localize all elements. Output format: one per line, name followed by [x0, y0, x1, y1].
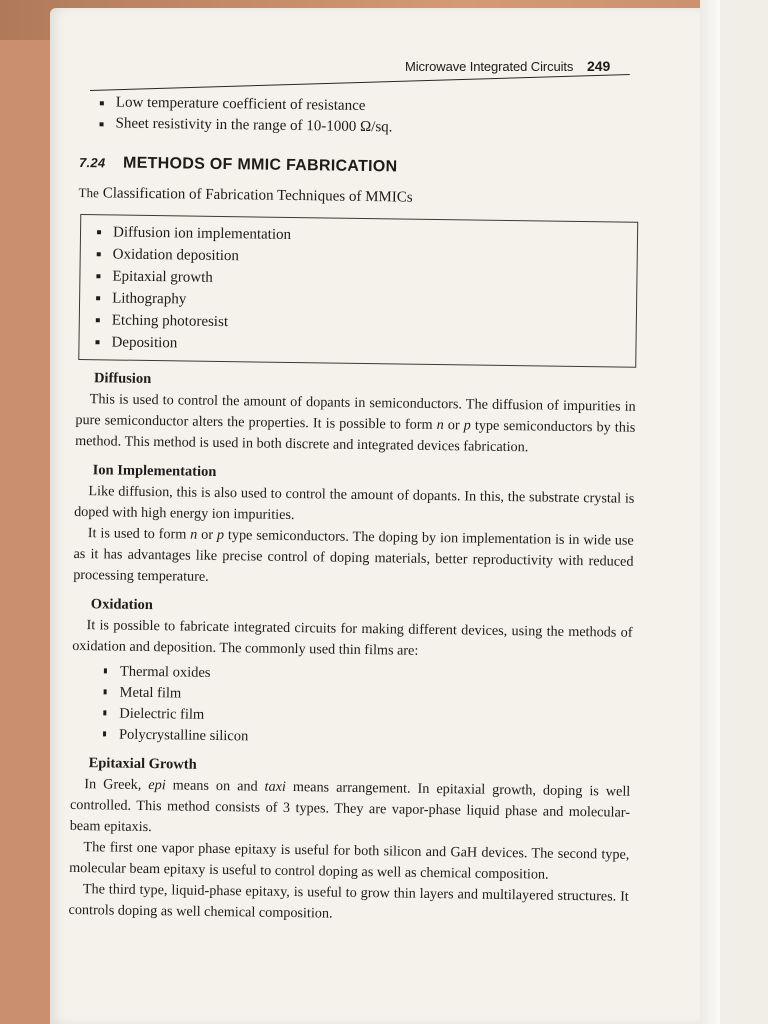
list-item: Polycrystalline silicon [97, 724, 631, 752]
text-run: or [443, 417, 464, 434]
page-content [68, 92, 640, 929]
list-item: Deposition [89, 331, 635, 361]
text-run: This is used to control the amount of dopants in semiconductors. The diffusion of impurities in pure semiconductor alters the properties. It is possible to form [75, 391, 636, 434]
heading-oxidation: Oxidation [90, 596, 154, 614]
text-run: epi [148, 777, 166, 794]
text-run: means arrangement. In epitaxial growth, doping is well controlled. This method consists of 3 types. They are vapor-phase liquid phase and molecular-beam epitaxis. [69, 778, 631, 836]
paragraph: The third type, liquid-phase epitaxy, is useful to grow thin layers and multilayered structures. It controls doping as well chemical composition. [68, 881, 629, 922]
text-run: In Greek, [84, 776, 149, 794]
list-item: Thermal oxides [98, 661, 632, 689]
list-item: Sheet resistivity in the range of 10-1000 Ω/sq. [93, 113, 639, 142]
subheading-text: Classification of Fabrication Techniques of MMICs [102, 185, 413, 206]
paragraph [75, 389, 636, 460]
thin-film-list [97, 661, 632, 752]
text-run: taxi [264, 778, 287, 795]
paragraph: Like diffusion, this is also used to control the amount of dopants. In this, the substrate crystal is doped with high energy ion impurities. [74, 483, 635, 524]
paragraph [73, 523, 634, 594]
section-number: 7.24 [78, 154, 106, 171]
heading-ion-implementation: Ion Implementation [92, 462, 217, 480]
heading-epitaxial-growth: Epitaxial Growth [88, 755, 197, 773]
text-run: n [190, 526, 198, 543]
heading-diffusion: Diffusion [93, 370, 152, 388]
page-edge [700, 0, 720, 1024]
text-run: means on and [165, 777, 265, 795]
text-run: type semiconductors. The doping by ion implementation is in wide use as it has advantages like precise control of doping materials, better reproductivity with reduced processing temperature. [73, 527, 634, 585]
paragraph: The first one vapor phase epitaxy is useful for both silicon and GaH devices. The second type, molecular beam epitaxy is useful to control doping as well as chemical composition. [69, 839, 630, 883]
text-run: or [197, 526, 218, 543]
running-title: Microwave Integrated Circuits [405, 59, 574, 74]
list-item: Etching photoresist [90, 309, 636, 339]
page-number: 249 [586, 58, 611, 74]
property-list [93, 92, 640, 142]
paragraph [70, 774, 631, 845]
list-item: Diffusion ion implementation [91, 221, 637, 251]
section-title: METHODS OF MMIC FABRICATION [122, 154, 398, 176]
list-item: Dielectric film [97, 703, 631, 731]
list-item: Oxidation deposition [91, 243, 637, 273]
text-run: type semiconductors by this method. This method is used in both discrete and integrated devices fabrication. [75, 417, 636, 456]
list-item: Lithography [90, 287, 636, 317]
subheading-prefix: The [78, 184, 99, 201]
text-run: n [436, 417, 444, 434]
text-run: It is used to form [87, 525, 191, 543]
text-run: p [463, 417, 471, 434]
text-run: p [216, 526, 225, 544]
list-item: Metal film [97, 682, 631, 710]
paragraph: It is possible to fabricate integrated circuits for making different devices, using the methods of oxidation and deposition. The commonly used thin films are: [72, 617, 633, 659]
list-item: Epitaxial growth [90, 265, 636, 295]
list-item: Low temperature coefficient of resistance [94, 92, 640, 121]
techniques-box [78, 214, 638, 368]
